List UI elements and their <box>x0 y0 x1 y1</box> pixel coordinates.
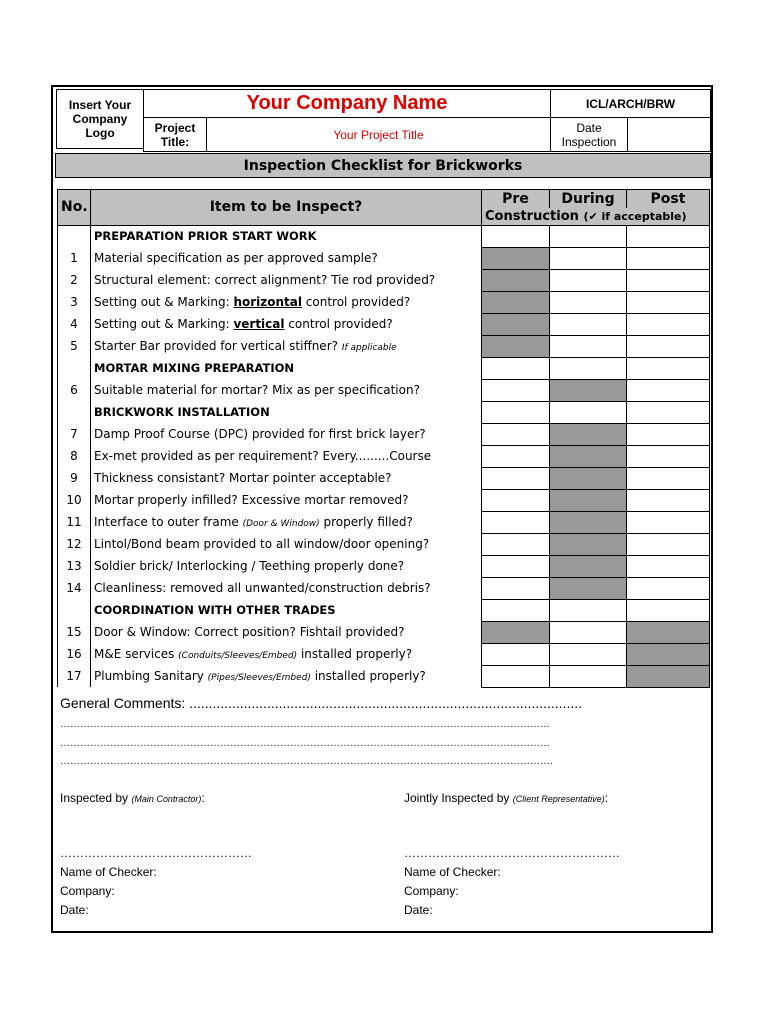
check-post[interactable] <box>627 247 710 269</box>
check-during[interactable] <box>550 269 627 291</box>
check-during[interactable] <box>550 357 627 379</box>
check-pre[interactable] <box>482 401 550 423</box>
item-text: Setting out & Marking: <box>94 295 234 309</box>
item-number: 4 <box>58 313 91 335</box>
comment-line-3[interactable]: …………………………………………………………………………………………………………………………………. <box>60 756 553 767</box>
item-description <box>91 269 482 291</box>
table-row <box>58 247 710 269</box>
check-pre[interactable] <box>482 665 550 687</box>
item-description <box>91 445 482 467</box>
company-field: Company: <box>60 884 115 898</box>
check-pre[interactable] <box>482 643 550 665</box>
company-name: Your Company Name <box>143 89 551 118</box>
check-pre[interactable] <box>482 357 550 379</box>
check-post <box>627 665 710 687</box>
section-heading: MORTAR MIXING PREPARATION <box>91 357 482 379</box>
check-during[interactable] <box>550 643 627 665</box>
inspected-by-colon: : <box>201 791 205 805</box>
check-post <box>627 621 710 643</box>
item-text: Lintol/Bond beam provided to all window/door opening? <box>94 537 430 551</box>
table-row <box>58 467 710 489</box>
item-text: Mortar properly infilled? Excessive mortar removed? <box>94 493 409 507</box>
item-text: Thickness consistant? Mortar pointer acceptable? <box>94 471 392 485</box>
item-text: Interface to outer frame <box>94 515 243 529</box>
check-during <box>550 467 627 489</box>
table-row <box>58 291 710 313</box>
check-during[interactable] <box>550 621 627 643</box>
check-post[interactable] <box>627 577 710 599</box>
table-row <box>58 533 710 555</box>
item-note: (Pipes/Sleeves/Embed) <box>207 673 311 683</box>
check-pre[interactable] <box>482 467 550 489</box>
item-text: Structural element: correct alignment? Tie rod provided? <box>94 273 436 287</box>
inspection-table <box>57 189 710 688</box>
item-text: Setting out & Marking: <box>94 317 234 331</box>
check-during[interactable] <box>550 247 627 269</box>
construction-label: Construction <box>485 208 579 224</box>
table-row <box>58 313 710 335</box>
item-text: Starter Bar provided for vertical stiffner? <box>94 339 342 353</box>
comment-line-2[interactable]: ………………………………………………………………………………………………………………………………… <box>60 738 550 749</box>
item-emphasis: vertical <box>233 317 285 331</box>
check-during <box>550 533 627 555</box>
section-heading: COORDINATION WITH OTHER TRADES <box>91 599 482 621</box>
table-row <box>58 379 710 401</box>
item-description <box>91 511 482 533</box>
item-number: 17 <box>58 665 91 687</box>
check-post[interactable] <box>627 467 710 489</box>
section-row <box>58 599 710 621</box>
item-text: Material specification as per approved sample? <box>94 251 378 265</box>
item-number <box>58 599 91 621</box>
item-number: 10 <box>58 489 91 511</box>
check-post[interactable] <box>627 225 710 247</box>
item-description <box>91 643 482 665</box>
check-pre[interactable] <box>482 379 550 401</box>
table-row <box>58 577 710 599</box>
check-during[interactable] <box>550 225 627 247</box>
signature-line[interactable]: ………………………………………… <box>60 846 252 860</box>
item-description <box>91 291 482 313</box>
document-code: ICL/ARCH/BRW <box>550 89 711 118</box>
item-text: Plumbing Sanitary <box>94 669 208 683</box>
signature-line[interactable]: ……………………………………………… <box>404 846 620 860</box>
table-row <box>58 335 710 357</box>
jointly-inspected-label <box>404 789 608 809</box>
item-text: control provided? <box>301 295 411 309</box>
check-pre[interactable] <box>482 225 550 247</box>
item-text: installed properly? <box>297 647 413 661</box>
item-text: Suitable material for mortar? Mix as per specification? <box>94 383 420 397</box>
check-post[interactable] <box>627 335 710 357</box>
item-description <box>91 533 482 555</box>
check-post[interactable] <box>627 445 710 467</box>
item-number: 16 <box>58 643 91 665</box>
checklist-form <box>51 85 713 933</box>
check-post[interactable] <box>627 423 710 445</box>
check-during <box>550 511 627 533</box>
check-post[interactable] <box>627 511 710 533</box>
check-during <box>550 445 627 467</box>
check-post[interactable] <box>627 401 710 423</box>
table-header-row <box>58 190 710 208</box>
checklist-rows <box>58 225 710 687</box>
name-of-checker: Name of Checker: <box>60 865 157 879</box>
check-during <box>550 577 627 599</box>
col-during-header: During <box>550 190 627 208</box>
item-description <box>91 247 482 269</box>
main-contractor-signoff <box>60 844 252 920</box>
item-text: Damp Proof Course (DPC) provided for first brick layer? <box>94 427 426 441</box>
item-number: 8 <box>58 445 91 467</box>
jointly-inspected-text: Jointly Inspected by <box>404 791 513 805</box>
table-row <box>58 621 710 643</box>
table-row <box>58 555 710 577</box>
check-post[interactable] <box>627 291 710 313</box>
item-note: (Conduits/Sleeves/Embed) <box>178 651 298 661</box>
company-field: Company: <box>404 884 459 898</box>
item-number: 11 <box>58 511 91 533</box>
item-description <box>91 467 482 489</box>
inspected-by-text: Inspected by <box>60 791 132 805</box>
item-number: 1 <box>58 247 91 269</box>
check-pre <box>482 335 550 357</box>
item-text: properly filled? <box>319 515 413 529</box>
item-text: Cleanliness: removed all unwanted/construction debris? <box>94 581 431 595</box>
check-during[interactable] <box>550 291 627 313</box>
main-contractor-note: (Main Contractor) <box>131 794 202 804</box>
check-pre[interactable] <box>482 511 550 533</box>
item-emphasis: horizontal <box>233 295 302 309</box>
item-number <box>58 357 91 379</box>
check-during[interactable] <box>550 401 627 423</box>
acceptable-note: (✔ if acceptable) <box>583 209 687 223</box>
check-pre[interactable] <box>482 555 550 577</box>
date-field: Date: <box>60 903 89 917</box>
check-post[interactable] <box>627 555 710 577</box>
section-heading: PREPARATION PRIOR START WORK <box>91 225 482 247</box>
date-inspection-label: Date Inspection <box>550 117 628 152</box>
check-pre[interactable] <box>482 423 550 445</box>
item-text: Door & Window: Correct position? Fishtail provided? <box>94 625 405 639</box>
check-during[interactable] <box>550 665 627 687</box>
check-during <box>550 379 627 401</box>
check-pre[interactable] <box>482 533 550 555</box>
item-number: 3 <box>58 291 91 313</box>
check-during <box>550 555 627 577</box>
col-item-header: Item to be Inspect? <box>91 190 482 226</box>
item-number <box>58 225 91 247</box>
item-description <box>91 379 482 401</box>
item-number: 5 <box>58 335 91 357</box>
check-during <box>550 423 627 445</box>
check-during[interactable] <box>550 313 627 335</box>
name-of-checker: Name of Checker: <box>404 865 501 879</box>
check-during[interactable] <box>550 335 627 357</box>
check-post[interactable] <box>627 269 710 291</box>
section-row <box>58 401 710 423</box>
item-description <box>91 577 482 599</box>
client-signoff <box>404 844 620 920</box>
check-post <box>627 643 710 665</box>
table-row <box>58 643 710 665</box>
check-post[interactable] <box>627 357 710 379</box>
check-post[interactable] <box>627 313 710 335</box>
item-number <box>58 401 91 423</box>
section-row <box>58 225 710 247</box>
check-pre <box>482 269 550 291</box>
project-title-label: Project Title: <box>143 117 207 152</box>
col-post-header: Post <box>627 190 710 208</box>
check-pre[interactable] <box>482 489 550 511</box>
col-no-header: No. <box>58 190 91 226</box>
inspected-by-label <box>60 789 205 809</box>
check-pre[interactable] <box>482 445 550 467</box>
table-row <box>58 489 710 511</box>
table-row <box>58 269 710 291</box>
item-text: Ex-met provided as per requirement? Every.........Course <box>94 449 432 463</box>
table-row <box>58 511 710 533</box>
item-number: 14 <box>58 577 91 599</box>
col-pre-header: Pre <box>482 190 550 208</box>
check-post[interactable] <box>627 533 710 555</box>
item-text: M&E services <box>94 647 179 661</box>
item-text: Soldier brick/ Interlocking / Teething properly done? <box>94 559 405 573</box>
item-number: 7 <box>58 423 91 445</box>
check-post[interactable] <box>627 599 710 621</box>
check-pre <box>482 247 550 269</box>
construction-subheader <box>482 208 710 226</box>
check-during[interactable] <box>550 599 627 621</box>
check-pre <box>482 291 550 313</box>
jointly-inspected-colon: : <box>604 791 609 805</box>
section-row <box>58 357 710 379</box>
item-description <box>91 313 482 335</box>
item-number: 2 <box>58 269 91 291</box>
table-row <box>58 445 710 467</box>
date-inspection-field[interactable] <box>627 117 711 152</box>
project-title-value[interactable]: Your Project Title <box>206 117 551 152</box>
item-description <box>91 665 482 687</box>
check-post[interactable] <box>627 489 710 511</box>
item-description <box>91 335 482 357</box>
item-note: If applicable <box>341 343 397 353</box>
item-number: 9 <box>58 467 91 489</box>
table-row <box>58 423 710 445</box>
check-pre[interactable] <box>482 599 550 621</box>
check-pre <box>482 621 550 643</box>
comment-line-1[interactable]: ………………………………………………………………………………………………………………………………… <box>60 719 550 730</box>
item-text: installed properly? <box>310 669 426 683</box>
section-heading: BRICKWORK INSTALLATION <box>91 401 482 423</box>
company-logo-placeholder: Insert Your Company Logo <box>56 89 144 149</box>
form-title: Inspection Checklist for Brickworks <box>55 153 711 178</box>
client-rep-note: (Client Representative) <box>512 794 605 804</box>
item-description <box>91 489 482 511</box>
check-pre <box>482 313 550 335</box>
check-during <box>550 489 627 511</box>
check-pre[interactable] <box>482 577 550 599</box>
item-number: 13 <box>58 555 91 577</box>
check-post[interactable] <box>627 379 710 401</box>
item-description <box>91 423 482 445</box>
table-row <box>58 665 710 687</box>
item-number: 15 <box>58 621 91 643</box>
date-field: Date: <box>404 903 433 917</box>
item-description <box>91 555 482 577</box>
item-number: 12 <box>58 533 91 555</box>
item-text: control provided? <box>284 317 393 331</box>
general-comments-label: General Comments: ..................................................................................................... <box>60 695 583 711</box>
item-number: 6 <box>58 379 91 401</box>
item-description <box>91 621 482 643</box>
item-note: (Door & Window) <box>242 519 320 529</box>
